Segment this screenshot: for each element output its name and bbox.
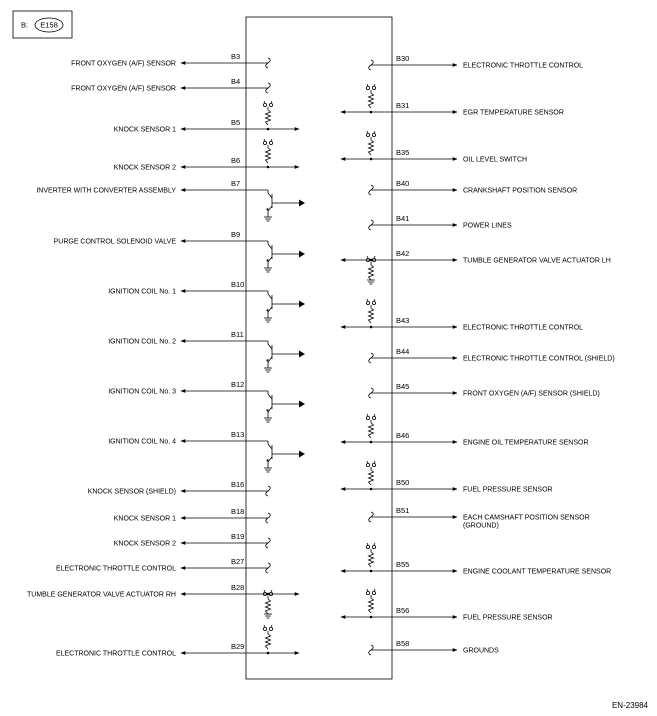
- left-pin-label: ELECTRONIC THROTTLE CONTROL: [55, 650, 176, 658]
- left-pin-label: IGNITION COIL No. 2: [108, 338, 176, 346]
- left-pin-b9: [54, 230, 305, 272]
- left-pin-b12: [108, 380, 305, 422]
- left-pin-label: PURGE CONTROL SOLENOID VALVE: [53, 238, 176, 246]
- left-pin-number: B7: [231, 179, 241, 188]
- right-pin-b46: [341, 414, 589, 447]
- left-pin-label: TUMBLE GENERATOR VALVE ACTUATOR RH: [27, 591, 176, 599]
- left-pin-label: IGNITION COIL No. 1: [108, 288, 176, 296]
- left-pin-number: B10: [231, 280, 245, 289]
- right-pin-number: B41: [396, 214, 410, 223]
- right-pin-number: B44: [396, 347, 410, 356]
- left-pin-b28: [27, 583, 299, 618]
- right-pin-label-line2: (GROUND): [463, 522, 499, 530]
- right-pin-number: B43: [396, 316, 410, 325]
- left-pin-number: B6: [231, 156, 241, 165]
- right-pin-label: CRANKSHAFT POSITION SENSOR: [463, 187, 578, 195]
- connector-id-box: [13, 11, 72, 38]
- right-pin-b45: [369, 382, 600, 398]
- connector-prefix: B:: [21, 20, 29, 30]
- right-pin-label: FUEL PRESSURE SENSOR: [463, 614, 553, 622]
- left-pin-label: KNOCK SENSOR (SHIELD): [87, 488, 176, 496]
- left-pin-label: KNOCK SENSOR 2: [113, 540, 176, 548]
- right-pin-number: B40: [396, 179, 410, 188]
- left-pin-label: ELECTRONIC THROTTLE CONTROL: [55, 565, 176, 573]
- right-pin-number: B30: [396, 54, 410, 63]
- left-pin-b5: [114, 101, 299, 134]
- right-pin-label: OIL LEVEL SWITCH: [463, 156, 528, 164]
- left-pin-b6: [114, 139, 299, 172]
- right-pin-b55: [341, 543, 611, 576]
- left-pin-number: B28: [231, 583, 245, 592]
- figure-code: EN-23984: [611, 701, 648, 710]
- left-pin-number: B4: [231, 77, 241, 86]
- right-pin-b40: [369, 179, 577, 195]
- right-pin-b50: [341, 461, 553, 494]
- ecm-body: [246, 17, 392, 679]
- left-pin-number: B5: [231, 118, 241, 127]
- left-pin-b27: [56, 557, 270, 573]
- right-pin-number: B55: [396, 560, 410, 569]
- right-pin-number: B51: [396, 506, 410, 515]
- right-pin-number: B50: [396, 478, 410, 487]
- left-pin-label: INVERTER WITH CONVERTER ASSEMBLY: [36, 187, 176, 195]
- left-pin-number: B19: [231, 532, 245, 541]
- left-pin-number: B11: [231, 330, 244, 339]
- left-pin-b7: [36, 179, 305, 221]
- right-pin-b51: [369, 506, 590, 530]
- left-pin-number: B18: [231, 507, 245, 516]
- left-pin-b11: [108, 330, 305, 372]
- right-pin-label: GROUNDS: [463, 647, 499, 655]
- left-pin-number: B3: [231, 52, 241, 61]
- right-pin-number: B58: [396, 639, 410, 648]
- right-pin-b31: [341, 84, 564, 117]
- right-pin-b41: [369, 214, 512, 230]
- right-pin-label: FUEL PRESSURE SENSOR: [463, 486, 553, 494]
- left-pin-number: B9: [231, 230, 241, 239]
- left-pin-label: IGNITION COIL No. 3: [108, 388, 176, 396]
- right-pin-b30: [369, 54, 583, 70]
- right-pin-number: B42: [396, 249, 410, 258]
- left-pin-number: B13: [231, 430, 245, 439]
- left-pin-b18: [114, 507, 271, 523]
- right-pin-label: ENGINE OIL TEMPERATURE SENSOR: [463, 439, 589, 447]
- right-pin-b44: [369, 347, 615, 363]
- right-pin-label: ENGINE COOLANT TEMPERATURE SENSOR: [463, 568, 612, 576]
- right-pin-number: B35: [396, 148, 410, 157]
- left-pin-b29: [56, 625, 299, 658]
- left-pin-number: B16: [231, 480, 245, 489]
- left-pin-label: FRONT OXYGEN (A/F) SENSOR: [71, 85, 176, 93]
- right-pin-group: [341, 54, 615, 655]
- right-pin-label: ELECTRONIC THROTTLE CONTROL (SHIELD): [463, 355, 615, 363]
- left-pin-b3: [71, 52, 270, 68]
- left-pin-b4: [71, 77, 270, 93]
- left-pin-label: FRONT OXYGEN (A/F) SENSOR: [71, 60, 176, 68]
- right-pin-b35: [341, 131, 527, 164]
- left-pin-b10: [108, 280, 305, 322]
- right-pin-number: B46: [396, 431, 410, 440]
- left-pin-group: [27, 52, 305, 658]
- right-pin-label: POWER LINES: [463, 222, 512, 230]
- right-pin-number: B45: [396, 382, 410, 391]
- right-pin-label: EACH CAMSHAFT POSITION SENSOR: [463, 514, 590, 522]
- left-pin-b16: [88, 480, 271, 496]
- left-pin-label: KNOCK SENSOR 1: [113, 126, 176, 134]
- right-pin-b42: [341, 249, 611, 284]
- left-pin-label: KNOCK SENSOR 2: [113, 164, 176, 172]
- left-pin-b19: [114, 532, 271, 548]
- right-pin-label: ELECTRONIC THROTTLE CONTROL: [463, 62, 584, 70]
- left-pin-label: IGNITION COIL No. 4: [108, 438, 176, 446]
- right-pin-label: EGR TEMPERATURE SENSOR: [463, 109, 564, 117]
- right-pin-label: TUMBLE GENERATOR VALVE ACTUATOR LH: [463, 257, 611, 265]
- right-pin-b56: [341, 589, 553, 622]
- left-pin-number: B27: [231, 557, 245, 566]
- right-pin-label: FRONT OXYGEN (A/F) SENSOR (SHIELD): [463, 390, 600, 398]
- left-pin-label: KNOCK SENSOR 1: [113, 515, 176, 523]
- right-pin-b43: [341, 299, 583, 332]
- left-pin-number: B29: [231, 642, 245, 651]
- right-pin-number: B56: [396, 606, 410, 615]
- right-pin-label: ELECTRONIC THROTTLE CONTROL: [463, 324, 584, 332]
- connector-code: E158: [40, 20, 58, 30]
- left-pin-b13: [108, 430, 305, 472]
- left-pin-number: B12: [231, 380, 245, 389]
- right-pin-b58: [369, 639, 499, 655]
- right-pin-number: B31: [396, 101, 410, 110]
